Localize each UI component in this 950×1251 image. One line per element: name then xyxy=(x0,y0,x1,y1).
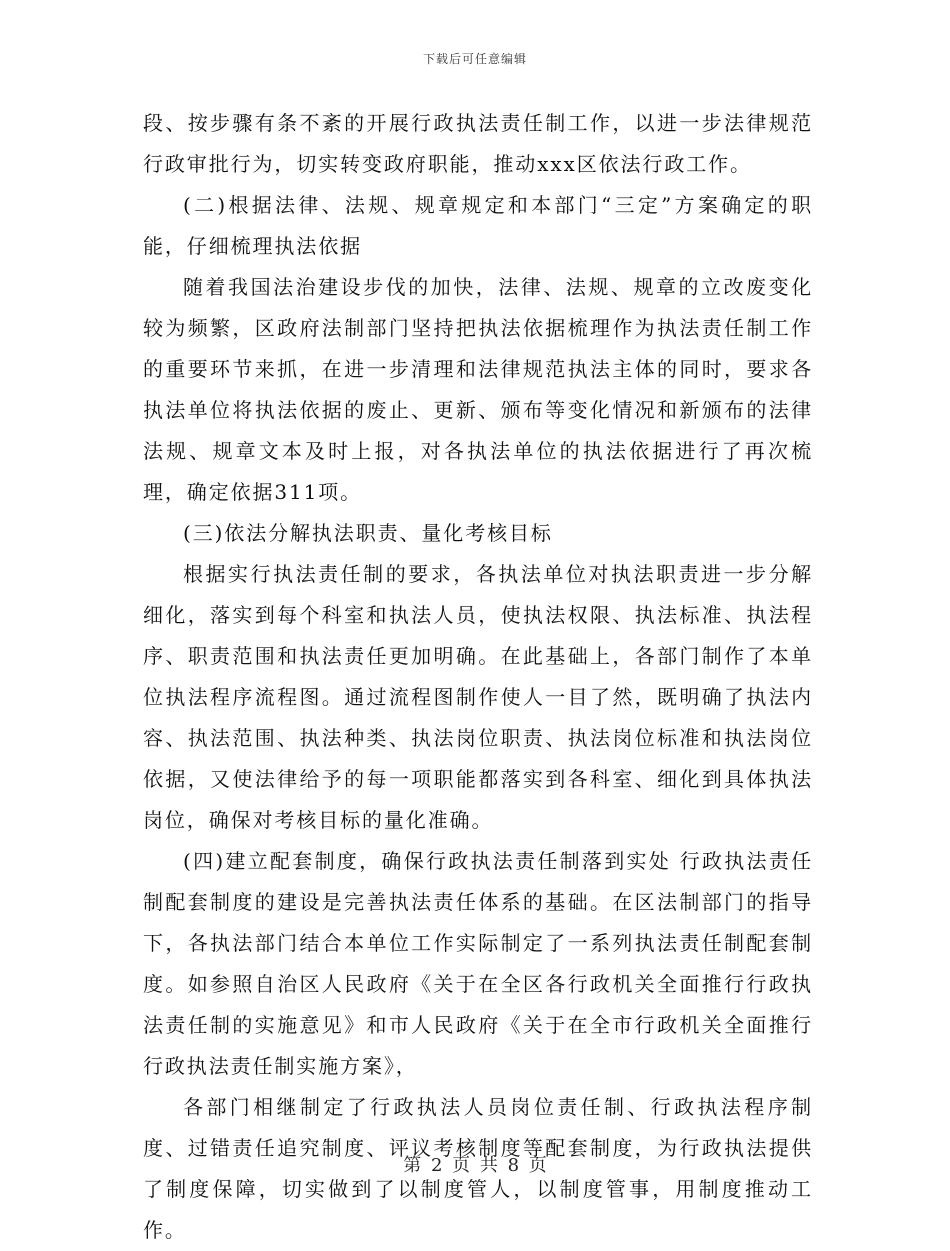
section-heading-4: (四)建立配套制度，确保行政执法责任制落到实处 行政执法责任制配套制度的建设是完善执法责任体系的基础。在区法制部门的指导下，各执法部门结合本单位工作实际制定了一系列执法责任制配套制度。如参照自治区人民政府《关于在全区各行政机关全面推行行政执法责任制的实施意见》和市人民政府《关于在全市行政机关全面推行行政执法责任制实施方案》， xyxy=(143,849,813,1078)
page-header: 下载后可任意编辑 xyxy=(422,52,527,66)
page-number-footer: 第 2 页 共 8 页 xyxy=(403,1155,547,1176)
section-heading-2: (二)根据法律、法规、规章规定和本部门“三定”方案确定的职能，仔细梳理执法依据 xyxy=(143,193,813,258)
paragraph: 随着我国法治建设步伐的加快，法律、法规、规章的立改废变化较为频繁，区政府法制部门坚持把执法依据梳理作为执法责任制工作的重要环节来抓，在进一步清理和法律规范执法主体的同时，要求各执法单位将执法依据的废止、更新、颁布等变化情况和新颁布的法律法规、规章文本及时上报，对各执法单位的执法依据进行了再次梳理，确定依据311项。 xyxy=(143,275,813,504)
paragraph: 各部门相继制定了行政执法人员岗位责任制、行政执法程序制度、过错责任追究制度、评议考核制度等配套制度，为行政执法提供了制度保障，切实做到了以制度管人，以制度管事，用制度推动工作。 xyxy=(143,1095,813,1242)
document-body xyxy=(143,103,813,1251)
paragraph: 根据实行执法责任制的要求，各执法单位对执法职责进一步分解细化，落实到每个科室和执法人员，使执法权限、执法标准、执法程序、职责范围和执法责任更加明确。在此基础上，各部门制作了本单位执法程序流程图。通过流程图制作使人一目了然，既明确了执法内容、执法范围、执法种类、执法岗位职责、执法岗位标准和执法岗位依据，又使法律给予的每一项职能都落实到各科室、细化到具体执法岗位，确保对考核目标的量化准确。 xyxy=(143,562,813,832)
section-heading-3: (三)依法分解执法职责、量化考核目标 xyxy=(183,521,553,545)
paragraph: 段、按步骤有条不紊的开展行政执法责任制工作，以进一步法律规范行政审批行为，切实转变政府职能，推动xxx区依法行政工作。 xyxy=(143,111,813,176)
